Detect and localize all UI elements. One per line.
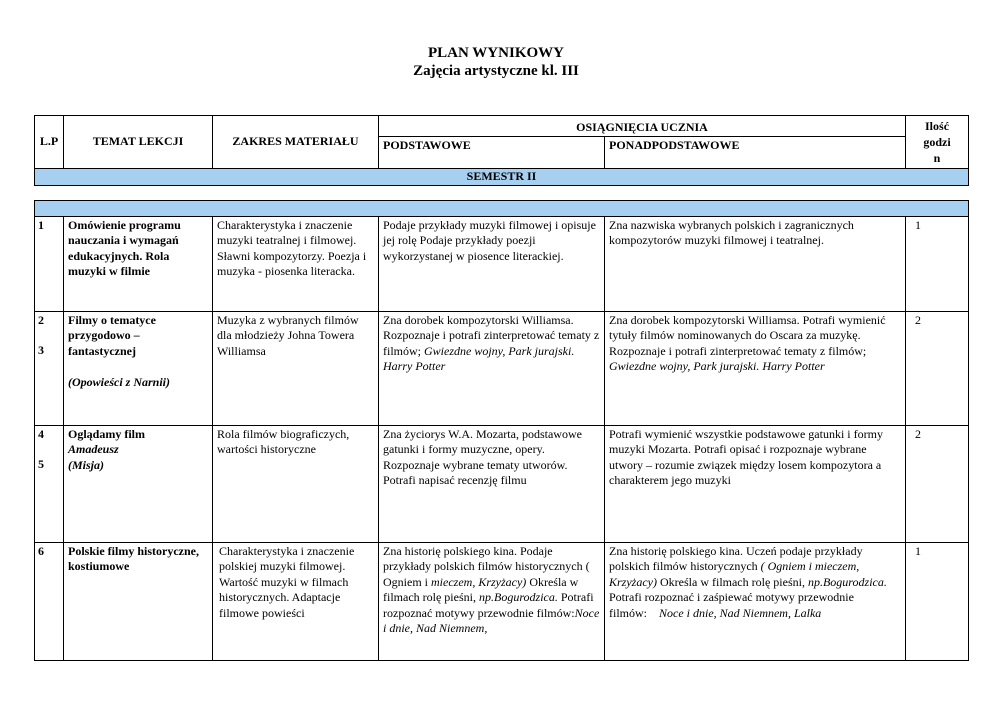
basic-achievements: Zna życiorys W.A. Mozarta, podstawowe gatunki i formy muzyczne, opery. Rozpoznaje wybrane tematy utworów. Potrafi napisać recenzję filmu (379, 426, 605, 543)
basic-achievements: Podaje przykłady muzyki filmowej i opisuje jej rolę Podaje przykłady poezji wykorzystanej w piosence literackiej. (379, 217, 605, 312)
lesson-topic: Omówienie programu nauczania i wymagań edukacyjnych. Rola muzyki w filmie (64, 217, 213, 312)
header-osiagniecia: OSIĄGNIĘCIA UCZNIA (379, 116, 906, 137)
lesson-scope: Charakterystyka i znaczenie polskiej muzyki filmowej. Wartość muzyki w filmach historycznych. Adaptacje filmowe powieści (213, 543, 379, 661)
header-zakres: ZAKRES MATERIAŁU (213, 116, 379, 169)
header-ponadpodstawowe: PONADPODSTAWOWE (605, 137, 906, 169)
lesson-scope: Muzyka z wybranych filmów dla młodzieży Johna Towera Williamsa (213, 312, 379, 426)
page-title: PLAN WYNIKOWY (428, 45, 564, 61)
advanced-achievements: Zna historię polskiego kina. Uczeń podaje przykłady polskich filmów historycznych ( Ogniem i mieczem, Krzyżacy) Określa w filmach rolę pieśni, np.Bogurodzica. Potrafi rozpoznać i zaśpiewać motywy przewodnie filmów: Noce i dnie, Nad Niemnem, Lalka (605, 543, 906, 661)
header-ilosc: Ilość godzi n (906, 116, 969, 169)
lesson-topic-film: (Opowieści z Narnii) (68, 374, 170, 389)
advanced-achievements: Potrafi wymienić wszystkie podstawowe gatunki i formy muzyki Mozarta. Potrafi opisać i rozpoznaje wybrane utwory – rozumie związek między losem kompozytora a charakterem jego muzyki (605, 426, 906, 543)
row-number: 6 (35, 543, 64, 661)
basic-achievements: Zna dorobek kompozytorski Williamsa. Rozpoznaje i potrafi zinterpretować tematy z filmów; Gwiezdne wojny, Park jurajski. Harry Potter (379, 312, 605, 426)
table-row (35, 312, 969, 426)
hours: 2 (906, 426, 969, 543)
row-number: 2 3 (35, 312, 64, 426)
header-temat: TEMAT LEKCJI (64, 116, 213, 169)
hours: 2 (906, 312, 969, 426)
semester-label: SEMESTR II (35, 169, 969, 186)
hours: 1 (906, 543, 969, 661)
table-row (35, 426, 969, 543)
blue-band (35, 201, 969, 217)
lesson-scope: Rola filmów biograficzych, wartości historyczne (213, 426, 379, 543)
lesson-topic: Oglądamy film Amadeusz (Misja) (64, 426, 213, 543)
lesson-topic: Filmy o tematyce przygodowo – fantastycznej (Opowieści z Narnii) (64, 312, 213, 426)
header-lp: L.P (35, 116, 64, 169)
row-number: 1 (35, 217, 64, 312)
table-row (35, 217, 969, 312)
header-table (34, 115, 969, 186)
advanced-achievements: Zna nazwiska wybranych polskich i zagranicznych kompozytorów muzyki filmowej i teatralnej. (605, 217, 906, 312)
lessons-table (34, 200, 969, 661)
hours: 1 (906, 217, 969, 312)
lesson-topic: Polskie filmy historyczne, kostiumowe (64, 543, 213, 661)
row-number: 4 5 (35, 426, 64, 543)
lesson-scope: Charakterystyka i znaczenie muzyki teatralnej i filmowej. Sławni kompozytorzy. Poezja i muzyka - piosenka literacka. (213, 217, 379, 312)
header-podstawowe: PODSTAWOWE (379, 137, 605, 169)
advanced-achievements: Zna dorobek kompozytorski Williamsa. Potrafi wymienić tytuły filmów nominowanych do Oscara za muzykę. Rozpoznaje i potrafi zinterpretować tematy z filmów; Gwiezdne wojny, Park jurajski. Harry Potter (605, 312, 906, 426)
basic-achievements: Zna historię polskiego kina. Podaje przykłady polskich filmów historycznych ( Ogniem i mieczem, Krzyżacy) Określa w filmach rolę pieśni, np.Bogurodzica. Potrafi rozpoznać motywy przewodnie filmów:Noce i dnie, Nad Niemnem, (379, 543, 605, 661)
table-row (35, 543, 969, 661)
page-subtitle: Zajęcia artystyczne kl. III (413, 63, 579, 79)
